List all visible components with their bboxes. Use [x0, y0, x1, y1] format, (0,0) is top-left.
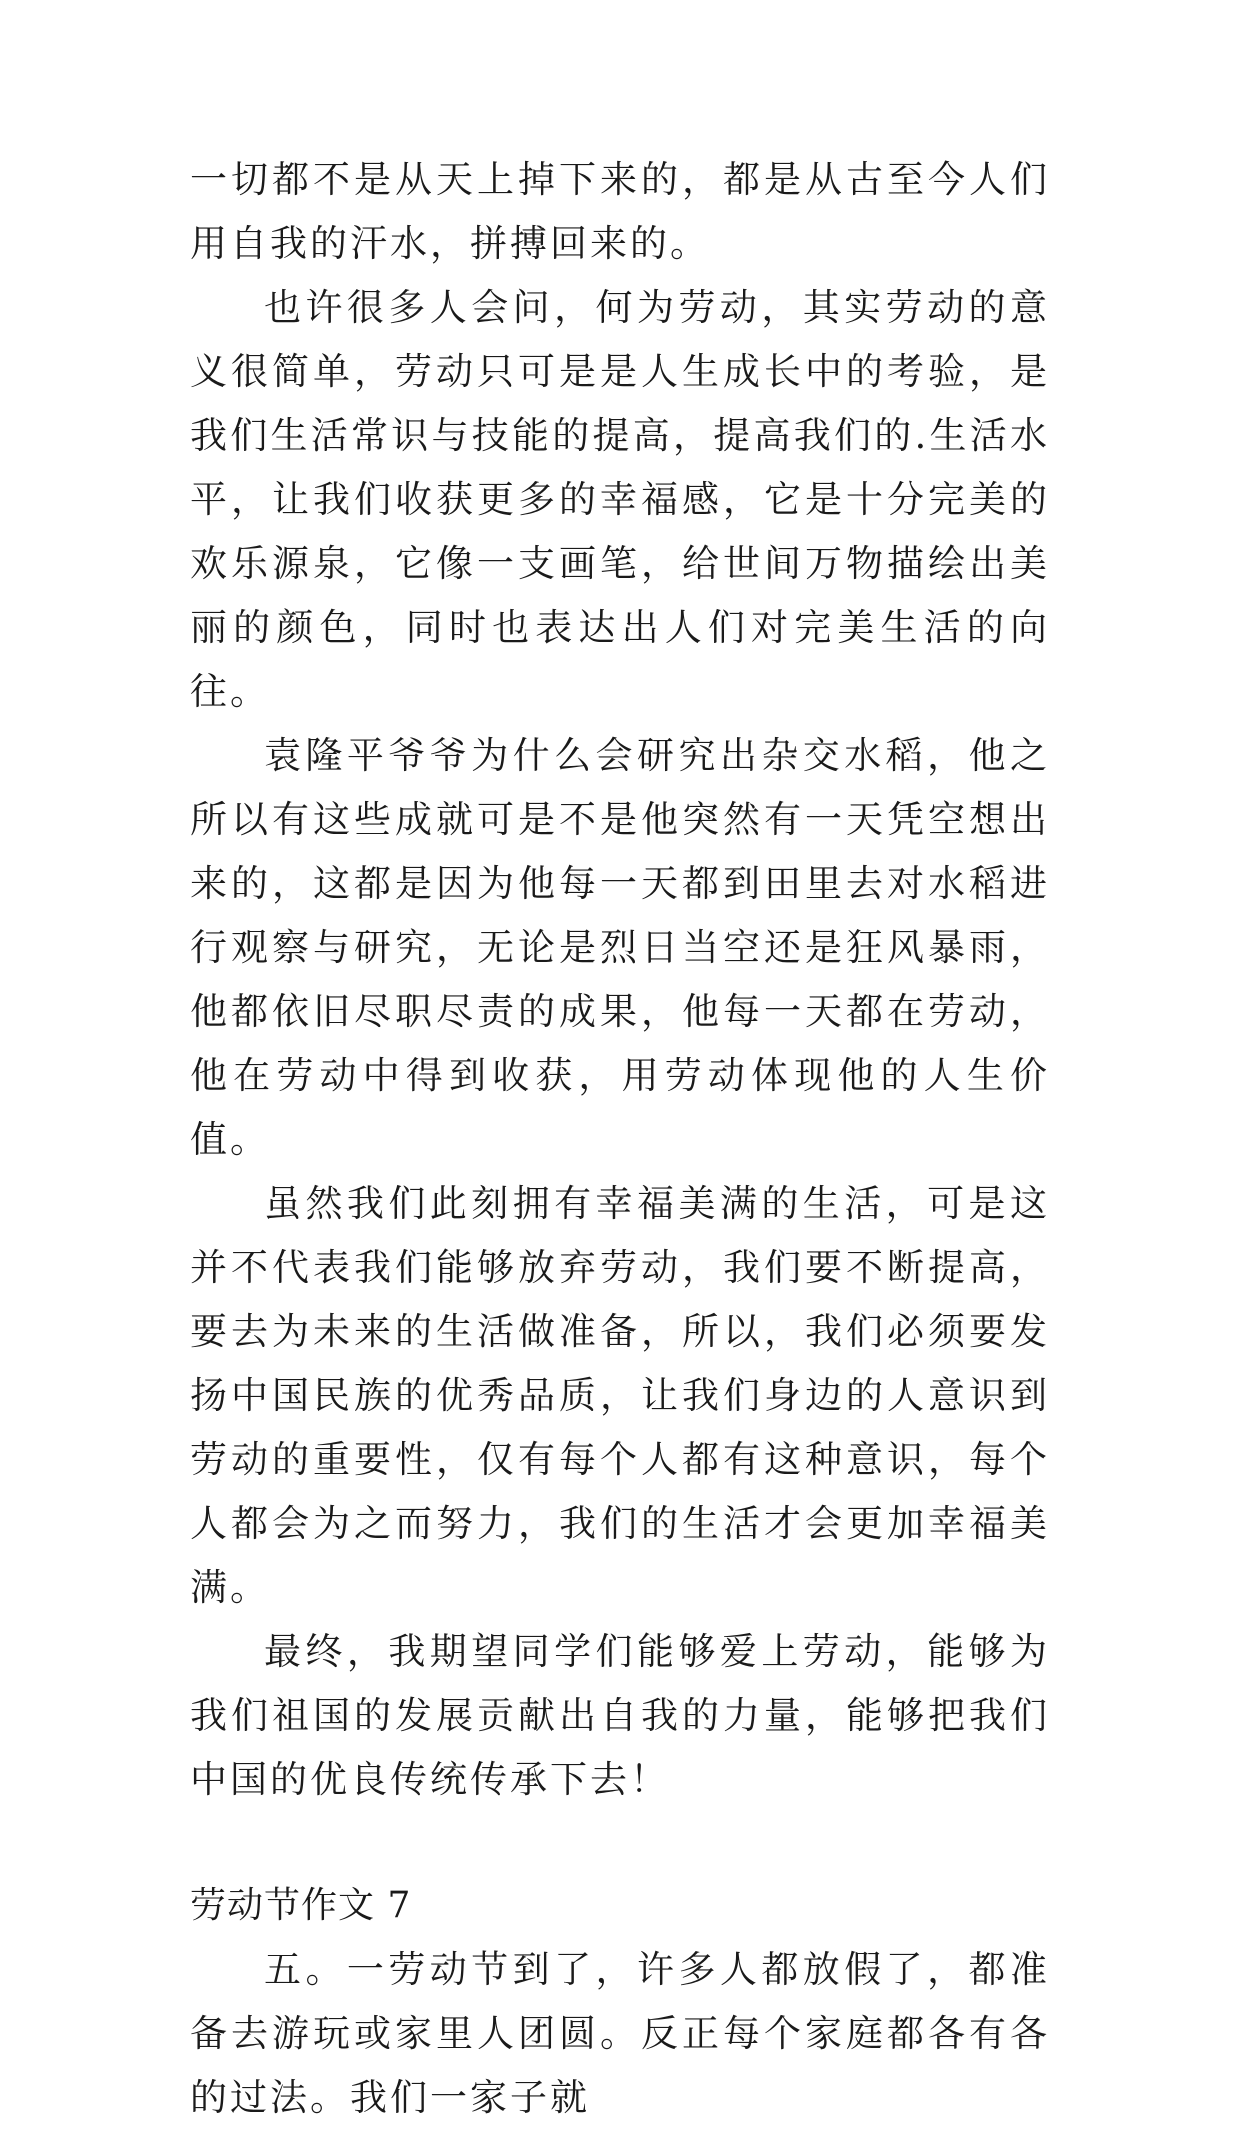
paragraph-4: 虽然我们此刻拥有幸福美满的生活，可是这并不代表我们能够放弃劳动，我们要不断提高，要去为未来的生活做准备，所以，我们必须要发扬中国民族的优秀品质，让我们身边的人意识到劳动的重要性，仅有每个人都有这种意识，每个人都会为之而努力，我们的生活才会更加幸福美满。 [190, 1182, 1050, 1609]
document-body [190, 148, 1050, 2130]
paragraph-2: 也许很多人会问，何为劳动，其实劳动的意义很简单，劳动只可是是人生成长中的考验，是我们生活常识与技能的提高，提高我们的.生活水平，让我们收获更多的幸福感，它是十分完美的欢乐源泉，它像一支画笔，给世间万物描绘出美丽的颜色，同时也表达出人们对完美生活的向往。 [190, 286, 1050, 713]
paragraph-3: 袁隆平爷爷为什么会研究出杂交水稻，他之所以有这些成就可是不是他突然有一天凭空想出来的，这都是因为他每一天都到田里去对水稻进行观察与研究，无论是烈日当空还是狂风暴雨，他都依旧尽职尽责的成果，他每一天都在劳动，他在劳动中得到收获，用劳动体现他的人生价值。 [190, 734, 1050, 1161]
paragraph-5: 最终，我期望同学们能够爱上劳动，能够为我们祖国的发展贡献出自我的力量，能够把我们中国的优良传统传承下去！ [190, 1630, 1050, 1801]
paragraph-1: 一切都不是从天上掉下来的，都是从古至今人们用自我的汗水，拼搏回来的。 [190, 158, 1050, 265]
section-heading: 劳动节作文 7 [190, 1885, 412, 1926]
paragraph-6: 五。一劳动节到了，许多人都放假了，都准备去游玩或家里人团圆。反正每个家庭都各有各的过法。我们一家子就 [190, 1948, 1050, 2119]
